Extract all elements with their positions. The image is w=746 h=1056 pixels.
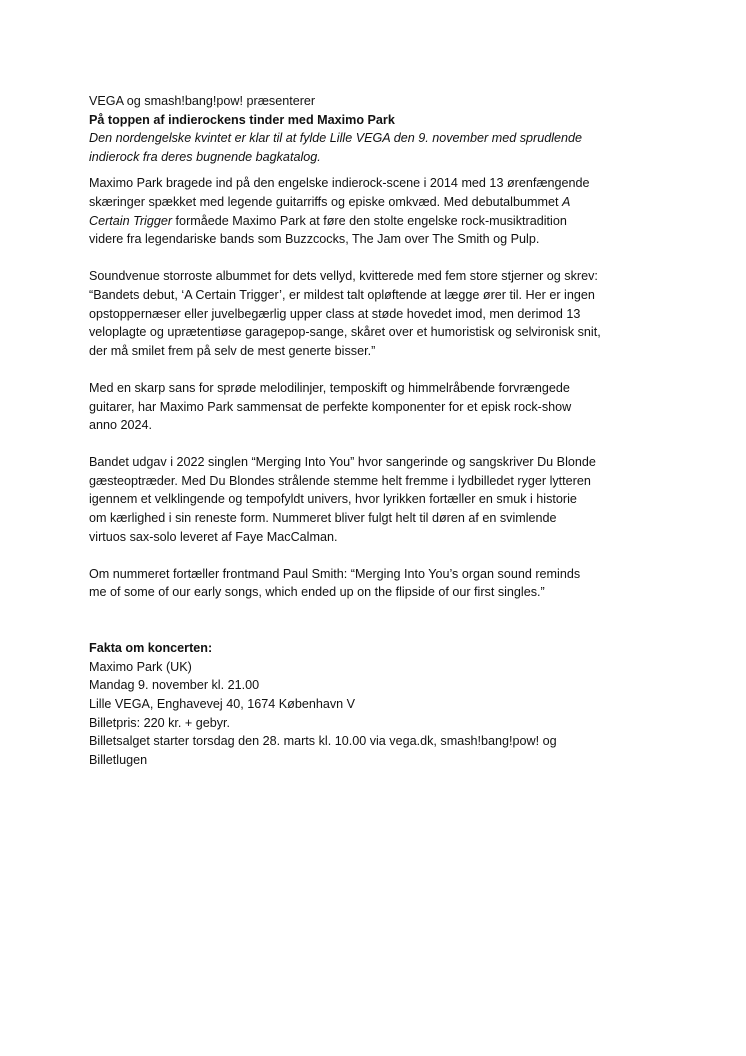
paragraph-line: der må smilet frem på selv de mest generte bisser.”	[89, 343, 376, 358]
facts-line: Billetlugen	[89, 752, 148, 767]
presenter-line: VEGA og smash!bang!pow! præsenterer	[89, 94, 316, 108]
paragraph-line: opstoppernæser eller juvelbegærlig upper class at støde hovedet imod, men derimod 13	[89, 306, 581, 321]
facts-section	[89, 639, 669, 769]
paragraph-line: Bandet udgav i 2022 singlen “Merging Into You” hvor sangerinde og sangskriver Du Blonde	[89, 455, 596, 470]
paragraph-line	[89, 193, 669, 212]
paragraph-line: virtuos sax-solo leveret af Faye MacCalman.	[89, 529, 338, 544]
album-title-part: Certain Trigger	[89, 213, 173, 228]
paragraph-single	[89, 453, 669, 546]
facts-line: Billetpris: 220 kr. + gebyr.	[89, 715, 231, 730]
paragraph-line: Soundvenue storroste albummet for dets vellyd, kvitterede med fem store stjerner og skrev:	[89, 269, 598, 284]
paragraph-show	[89, 379, 669, 435]
paragraph-text: formåede Maximo Park at føre den stolte engelske rock-musiktradition	[172, 213, 567, 228]
paragraph-text: skæringer spækket med legende guitarriffs og episke omkvæd. Med debutalbummet	[89, 194, 562, 209]
headline: På toppen af indierockens tinder med Maximo Park	[89, 112, 395, 127]
paragraph-line	[89, 212, 669, 231]
paragraph-line: om kærlighed i sin reneste form. Nummeret bliver fulgt helt til døren af en svimlende	[89, 511, 557, 526]
paragraph-debut	[89, 174, 669, 248]
paragraph-line: “Bandets debut, ‘A Certain Trigger’, er mildest talt opløftende at lægge ører til. Her er ingen	[89, 287, 595, 302]
facts-line: Mandag 9. november kl. 21.00	[89, 678, 260, 693]
paragraph-quote	[89, 565, 669, 602]
facts-heading: Fakta om koncerten:	[89, 641, 213, 656]
paragraph-line: gæsteoptræder. Med Du Blondes strålende stemme helt fremme i lydbilledet ryger lytteren	[89, 473, 591, 488]
facts-line: Maximo Park (UK)	[89, 659, 192, 674]
album-title-part: A	[561, 194, 571, 209]
document-body	[89, 92, 669, 769]
paragraph-line: Med en skarp sans for sprøde melodilinjer, temposkift og himmelråbende forvrængede	[89, 380, 570, 395]
paragraph-line: Om nummeret fortæller frontmand Paul Smith: “Merging Into You’s organ sound reminds	[89, 566, 581, 581]
facts-line: Billetsalget starter torsdag den 28. marts kl. 10.00 via vega.dk, smash!bang!pow! og	[89, 734, 557, 749]
lead-line: Den nordengelske kvintet er klar til at fylde Lille VEGA den 9. november med sprudlende	[89, 131, 583, 146]
paragraph-line: videre fra legendariske bands som Buzzcocks, The Jam over The Smith og Pulp.	[89, 232, 540, 247]
paragraph-line: veloplagte og uprætentiøse garagepop-sange, skåret over et humoristisk og selvironisk snit,	[89, 325, 601, 340]
paragraph-line: anno 2024.	[89, 418, 153, 433]
paragraph-line: Maximo Park bragede ind på den engelske indierock-scene i 2014 med 13 ørenfængende	[89, 176, 590, 191]
paragraph-line: guitarer, har Maximo Park sammensat de perfekte komponenter for et episk rock-show	[89, 399, 572, 414]
facts-line: Lille VEGA, Enghavevej 40, 1674 København V	[89, 697, 356, 711]
paragraph-line: igennem et velklingende og tempofyldt univers, hvor lyrikken fortæller en smuk i historie	[89, 492, 577, 507]
paragraph-line: me of some of our early songs, which ended up on the flipside of our first singles.”	[89, 585, 545, 600]
lead-line: indierock fra deres bugnende bagkatalog.	[89, 149, 321, 164]
paragraph-review	[89, 267, 669, 360]
